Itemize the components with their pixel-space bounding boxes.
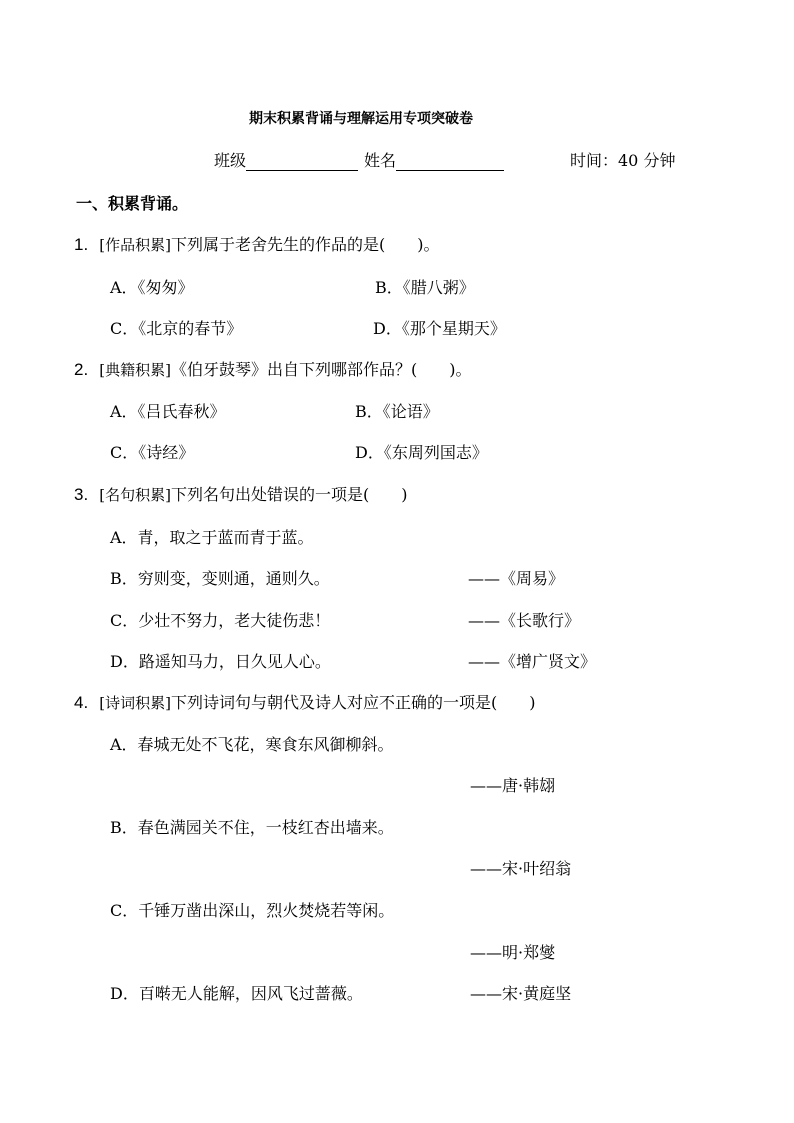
option-d[interactable]: D．百啭无人能解，因风飞过蔷薇。 [110, 984, 363, 1003]
option-b[interactable]: B．《论语》 [355, 402, 439, 421]
question-number: 1. [74, 235, 89, 254]
option-d[interactable]: D．路遥知马力，日久见人心。 [110, 652, 331, 671]
option-d[interactable]: D．《东周列国志》 [355, 443, 488, 462]
question-tag: [名句积累] [99, 486, 171, 504]
option-source: ——宋·黄庭坚 [470, 984, 572, 1003]
option-d[interactable]: D．《那个星期天》 [373, 319, 506, 338]
question-tag: [作品积累] [99, 236, 171, 254]
question-1 [74, 232, 440, 255]
question-number: 4. [74, 693, 89, 712]
question-number: 3. [74, 485, 89, 504]
option-a[interactable]: A．《吕氏春秋》 [110, 402, 226, 421]
question-text: 《伯牙鼓琴》出自下列哪部作品？( )。 [171, 360, 472, 379]
question-2 [74, 357, 472, 380]
option-b[interactable]: B．穷则变，变则通，通则久。 [110, 569, 330, 588]
option-c[interactable]: C．千锤万凿出深山，烈火焚烧若等闲。 [110, 901, 395, 920]
option-source: ——《增广贤文》 [468, 652, 597, 671]
option-source: ——《周易》 [468, 569, 565, 588]
option-b[interactable]: B．《腊八粥》 [375, 278, 475, 297]
name-field [364, 148, 504, 171]
class-field [214, 148, 358, 171]
section-heading: 一、积累背诵。 [76, 194, 189, 213]
name-label: 姓名 [364, 151, 397, 170]
option-a[interactable]: A．春城无处不飞花，寒食东风御柳斜。 [110, 735, 394, 754]
option-c[interactable]: C．少壮不努力，老大徒伤悲！ [110, 611, 331, 630]
option-a[interactable]: A．青，取之于蓝而青于蓝。 [110, 528, 314, 547]
option-c[interactable]: C．《北京的春节》 [110, 319, 243, 338]
option-source: ——明·郑燮 [470, 943, 556, 962]
question-tag: [诗词积累] [99, 694, 171, 712]
option-source: ——《长歌行》 [468, 611, 581, 630]
option-c[interactable]: C．《诗经》 [110, 443, 195, 462]
question-text: 下列属于老舍先生的作品的是( )。 [171, 235, 440, 254]
option-a[interactable]: A．《匆匆》 [110, 278, 194, 297]
question-tag: [典籍积累] [99, 361, 171, 379]
question-text: 下列名句出处错误的一项是( ) [171, 485, 408, 504]
page-title: 期末积累背诵与理解运用专项突破卷 [249, 111, 473, 127]
question-text: 下列诗词句与朝代及诗人对应不正确的一项是( ) [171, 693, 536, 712]
option-b[interactable]: B．春色满园关不住，一枝红杏出墙来。 [110, 818, 394, 837]
class-blank[interactable] [246, 153, 358, 171]
option-source: ——唐·韩翃 [470, 776, 556, 795]
question-3 [74, 482, 408, 505]
option-source: ——宋·叶绍翁 [470, 859, 572, 878]
question-4 [74, 690, 536, 713]
class-label: 班级 [214, 151, 247, 170]
time-limit: 时间：40 分钟 [570, 151, 676, 170]
question-number: 2. [74, 360, 89, 379]
name-blank[interactable] [396, 153, 504, 171]
